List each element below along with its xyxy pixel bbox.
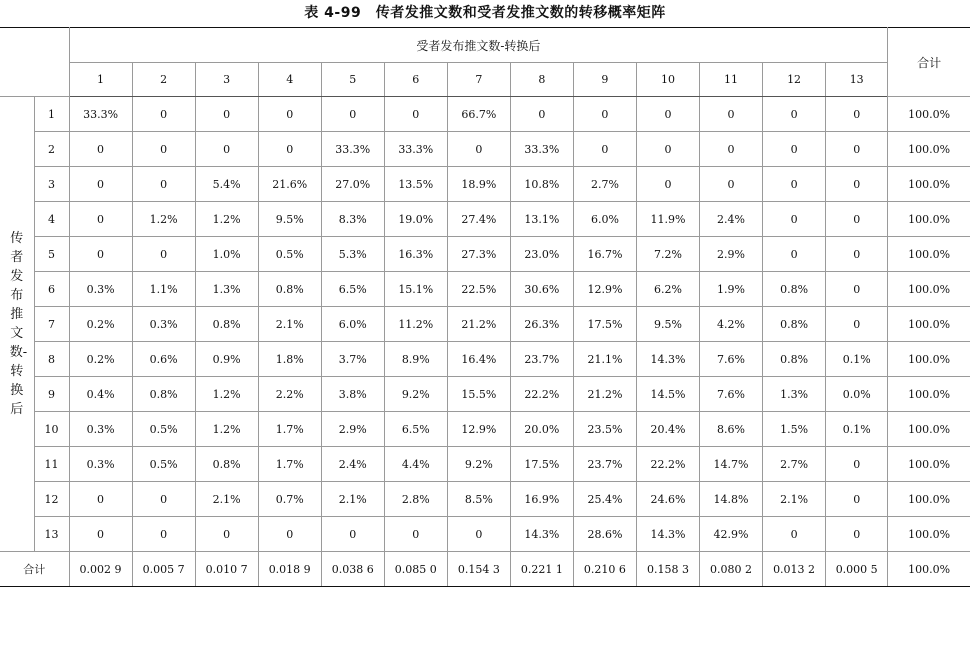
- matrix-cell: 9.5%: [258, 202, 321, 237]
- matrix-body: [0, 97, 970, 587]
- row-header: 2: [34, 132, 69, 167]
- column-header: 3: [195, 63, 258, 97]
- totals-cell: 0.018 9: [258, 552, 321, 587]
- matrix-cell: 0.2%: [69, 307, 132, 342]
- matrix-cell: 0: [69, 517, 132, 552]
- column-header: 4: [258, 63, 321, 97]
- totals-cell: 0.013 2: [763, 552, 826, 587]
- matrix-cell: 0: [132, 97, 195, 132]
- column-header: 11: [700, 63, 763, 97]
- matrix-cell: 0.0%: [826, 377, 888, 412]
- matrix-cell: 0: [763, 132, 826, 167]
- matrix-cell: 3.8%: [321, 377, 384, 412]
- matrix-cell: 0: [700, 132, 763, 167]
- matrix-cell: 16.9%: [510, 482, 573, 517]
- matrix-cell: 0: [763, 517, 826, 552]
- row-header: 11: [34, 447, 69, 482]
- matrix-cell: 2.1%: [763, 482, 826, 517]
- row-header: 10: [34, 412, 69, 447]
- matrix-cell: 14.5%: [636, 377, 699, 412]
- matrix-cell: 24.6%: [636, 482, 699, 517]
- row-header: 6: [34, 272, 69, 307]
- matrix-cell: 0: [763, 97, 826, 132]
- matrix-cell: 14.8%: [700, 482, 763, 517]
- matrix-cell: 0: [69, 482, 132, 517]
- table-row: [0, 307, 970, 342]
- matrix-cell: 1.1%: [132, 272, 195, 307]
- matrix-cell: 27.4%: [447, 202, 510, 237]
- totals-cell: 0.210 6: [573, 552, 636, 587]
- matrix-cell: 1.2%: [195, 412, 258, 447]
- row-total-cell: 100.0%: [888, 517, 970, 552]
- matrix-cell: 33.3%: [69, 97, 132, 132]
- matrix-cell: 1.8%: [258, 342, 321, 377]
- matrix-cell: 1.9%: [700, 272, 763, 307]
- matrix-cell: 0: [69, 167, 132, 202]
- table-row: [0, 447, 970, 482]
- matrix-cell: 0: [826, 307, 888, 342]
- column-header: 2: [132, 63, 195, 97]
- matrix-cell: 0.8%: [763, 342, 826, 377]
- matrix-cell: 23.0%: [510, 237, 573, 272]
- matrix-cell: 0: [258, 132, 321, 167]
- matrix-cell: 14.7%: [700, 447, 763, 482]
- matrix-cell: 16.7%: [573, 237, 636, 272]
- matrix-cell: 0: [69, 237, 132, 272]
- matrix-cell: 2.1%: [321, 482, 384, 517]
- matrix-cell: 27.0%: [321, 167, 384, 202]
- matrix-cell: 0: [636, 132, 699, 167]
- matrix-cell: 0: [132, 237, 195, 272]
- matrix-cell: 0: [573, 132, 636, 167]
- matrix-cell: 4.4%: [384, 447, 447, 482]
- matrix-cell: 0: [384, 97, 447, 132]
- matrix-cell: 0.4%: [69, 377, 132, 412]
- row-total-cell: 100.0%: [888, 482, 970, 517]
- matrix-cell: 1.7%: [258, 447, 321, 482]
- totals-row-label: 合计: [0, 552, 69, 587]
- row-header: 13: [34, 517, 69, 552]
- totals-cell: 0.038 6: [321, 552, 384, 587]
- matrix-cell: 23.5%: [573, 412, 636, 447]
- table-row: [0, 272, 970, 307]
- matrix-cell: 21.2%: [573, 377, 636, 412]
- col-group-label: 受者发布推文数-转换后: [69, 28, 888, 63]
- matrix-cell: 6.5%: [321, 272, 384, 307]
- matrix-cell: 9.2%: [384, 377, 447, 412]
- matrix-cell: 2.4%: [321, 447, 384, 482]
- matrix-cell: 0.5%: [132, 412, 195, 447]
- row-total-cell: 100.0%: [888, 447, 970, 482]
- matrix-cell: 4.2%: [700, 307, 763, 342]
- totals-cell: 0.002 9: [69, 552, 132, 587]
- column-header: 12: [763, 63, 826, 97]
- matrix-cell: 0: [132, 517, 195, 552]
- matrix-cell: 20.0%: [510, 412, 573, 447]
- matrix-cell: 0: [510, 97, 573, 132]
- table-caption: 表 4-99 传者发推文数和受者发推文数的转移概率矩阵: [304, 5, 666, 21]
- matrix-cell: 0.1%: [826, 412, 888, 447]
- row-group-label: [0, 97, 34, 552]
- matrix-cell: 0: [826, 132, 888, 167]
- matrix-cell: 0: [258, 97, 321, 132]
- matrix-cell: 1.7%: [258, 412, 321, 447]
- table-row: [0, 167, 970, 202]
- matrix-cell: 2.7%: [763, 447, 826, 482]
- totals-cell: 0.154 3: [447, 552, 510, 587]
- matrix-cell: 26.3%: [510, 307, 573, 342]
- table-row: [0, 412, 970, 447]
- matrix-cell: 0: [384, 517, 447, 552]
- matrix-cell: 8.3%: [321, 202, 384, 237]
- column-header: 10: [636, 63, 699, 97]
- matrix-cell: 28.6%: [573, 517, 636, 552]
- matrix-cell: 0: [826, 237, 888, 272]
- column-header: 5: [321, 63, 384, 97]
- row-header: 12: [34, 482, 69, 517]
- matrix-cell: 0.8%: [763, 272, 826, 307]
- matrix-cell: 0.8%: [195, 307, 258, 342]
- column-header: 6: [384, 63, 447, 97]
- matrix-cell: 25.4%: [573, 482, 636, 517]
- matrix-cell: 14.3%: [510, 517, 573, 552]
- matrix-cell: 18.9%: [447, 167, 510, 202]
- row-total-cell: 100.0%: [888, 342, 970, 377]
- matrix-cell: 0.3%: [69, 412, 132, 447]
- column-header: 1: [69, 63, 132, 97]
- matrix-cell: 0: [826, 517, 888, 552]
- matrix-cell: 0: [763, 167, 826, 202]
- table-row: [0, 97, 970, 132]
- matrix-cell: 0.8%: [763, 307, 826, 342]
- column-header: 13: [826, 63, 888, 97]
- matrix-cell: 2.9%: [700, 237, 763, 272]
- transition-matrix-table: [0, 27, 970, 587]
- matrix-cell: 0.5%: [132, 447, 195, 482]
- matrix-cell: 1.5%: [763, 412, 826, 447]
- row-header: 3: [34, 167, 69, 202]
- matrix-cell: 2.4%: [700, 202, 763, 237]
- matrix-cell: 0: [700, 97, 763, 132]
- row-total-cell: 100.0%: [888, 97, 970, 132]
- matrix-cell: 6.0%: [573, 202, 636, 237]
- totals-cell: 0.005 7: [132, 552, 195, 587]
- matrix-cell: 27.3%: [447, 237, 510, 272]
- matrix-cell: 3.7%: [321, 342, 384, 377]
- matrix-cell: 0.5%: [258, 237, 321, 272]
- matrix-cell: 16.4%: [447, 342, 510, 377]
- table-row: [0, 237, 970, 272]
- totals-cell: 0.010 7: [195, 552, 258, 587]
- matrix-cell: 10.8%: [510, 167, 573, 202]
- matrix-cell: 0: [763, 237, 826, 272]
- totals-cell: 0.221 1: [510, 552, 573, 587]
- matrix-cell: 19.0%: [384, 202, 447, 237]
- matrix-cell: 0: [763, 202, 826, 237]
- header-row-group: [0, 28, 970, 63]
- table-row: [0, 517, 970, 552]
- matrix-cell: 5.4%: [195, 167, 258, 202]
- matrix-cell: 0: [258, 517, 321, 552]
- matrix-cell: 5.3%: [321, 237, 384, 272]
- matrix-cell: 33.3%: [384, 132, 447, 167]
- matrix-cell: 0: [132, 482, 195, 517]
- matrix-cell: 17.5%: [573, 307, 636, 342]
- table-row: [0, 482, 970, 517]
- row-total-cell: 100.0%: [888, 132, 970, 167]
- row-header: 8: [34, 342, 69, 377]
- row-header: 9: [34, 377, 69, 412]
- matrix-cell: 0.3%: [69, 272, 132, 307]
- matrix-cell: 6.0%: [321, 307, 384, 342]
- row-total-cell: 100.0%: [888, 202, 970, 237]
- matrix-cell: 30.6%: [510, 272, 573, 307]
- matrix-cell: 0: [321, 517, 384, 552]
- matrix-cell: 0: [826, 447, 888, 482]
- matrix-cell: 66.7%: [447, 97, 510, 132]
- totals-row: [0, 552, 970, 587]
- matrix-cell: 0: [195, 517, 258, 552]
- matrix-cell: 23.7%: [510, 342, 573, 377]
- total-column-header: 合计: [888, 28, 970, 97]
- row-header: 5: [34, 237, 69, 272]
- matrix-cell: 0.6%: [132, 342, 195, 377]
- matrix-cell: 20.4%: [636, 412, 699, 447]
- matrix-cell: 6.2%: [636, 272, 699, 307]
- totals-cell: 0.158 3: [636, 552, 699, 587]
- matrix-cell: 0: [195, 132, 258, 167]
- matrix-cell: 2.2%: [258, 377, 321, 412]
- matrix-cell: 0: [69, 132, 132, 167]
- matrix-cell: 16.3%: [384, 237, 447, 272]
- matrix-cell: 0: [636, 167, 699, 202]
- totals-cell: 0.000 5: [826, 552, 888, 587]
- matrix-cell: 33.3%: [321, 132, 384, 167]
- matrix-cell: 2.8%: [384, 482, 447, 517]
- table-row: [0, 377, 970, 412]
- column-header: 9: [573, 63, 636, 97]
- matrix-cell: 22.5%: [447, 272, 510, 307]
- matrix-cell: 17.5%: [510, 447, 573, 482]
- matrix-cell: 33.3%: [510, 132, 573, 167]
- matrix-cell: 8.9%: [384, 342, 447, 377]
- row-total-cell: 100.0%: [888, 272, 970, 307]
- matrix-cell: 2.1%: [258, 307, 321, 342]
- matrix-cell: 0: [447, 132, 510, 167]
- table-row: [0, 202, 970, 237]
- row-total-cell: 100.0%: [888, 307, 970, 342]
- matrix-cell: 21.2%: [447, 307, 510, 342]
- column-header: 8: [510, 63, 573, 97]
- row-group-label-text: 传者发布推文数-转换后: [9, 231, 28, 417]
- matrix-cell: 23.7%: [573, 447, 636, 482]
- matrix-cell: 1.3%: [763, 377, 826, 412]
- matrix-cell: 0.3%: [69, 447, 132, 482]
- row-total-cell: 100.0%: [888, 377, 970, 412]
- matrix-cell: 0.1%: [826, 342, 888, 377]
- matrix-cell: 6.5%: [384, 412, 447, 447]
- matrix-cell: 0: [826, 272, 888, 307]
- matrix-cell: 12.9%: [573, 272, 636, 307]
- matrix-cell: 14.3%: [636, 517, 699, 552]
- matrix-cell: 14.3%: [636, 342, 699, 377]
- matrix-cell: 21.1%: [573, 342, 636, 377]
- row-header: 7: [34, 307, 69, 342]
- matrix-cell: 7.6%: [700, 377, 763, 412]
- matrix-cell: 8.5%: [447, 482, 510, 517]
- matrix-cell: 7.2%: [636, 237, 699, 272]
- matrix-cell: 2.7%: [573, 167, 636, 202]
- matrix-cell: 8.6%: [700, 412, 763, 447]
- column-header: 7: [447, 63, 510, 97]
- row-total-cell: 100.0%: [888, 412, 970, 447]
- matrix-cell: 11.9%: [636, 202, 699, 237]
- matrix-cell: 1.2%: [132, 202, 195, 237]
- matrix-cell: 2.9%: [321, 412, 384, 447]
- matrix-cell: 0: [132, 167, 195, 202]
- matrix-cell: 12.9%: [447, 412, 510, 447]
- matrix-cell: 7.6%: [700, 342, 763, 377]
- matrix-cell: 0: [321, 97, 384, 132]
- matrix-cell: 1.0%: [195, 237, 258, 272]
- matrix-cell: 2.1%: [195, 482, 258, 517]
- matrix-cell: 13.1%: [510, 202, 573, 237]
- matrix-cell: 0.2%: [69, 342, 132, 377]
- row-header: 4: [34, 202, 69, 237]
- table-row: [0, 342, 970, 377]
- matrix-cell: 0.3%: [132, 307, 195, 342]
- grand-total-cell: 100.0%: [888, 552, 970, 587]
- corner-cell: [0, 28, 69, 97]
- matrix-cell: 0: [132, 132, 195, 167]
- matrix-cell: 21.6%: [258, 167, 321, 202]
- matrix-cell: 0: [826, 97, 888, 132]
- matrix-cell: 0.8%: [258, 272, 321, 307]
- matrix-cell: 0.8%: [195, 447, 258, 482]
- matrix-cell: 9.2%: [447, 447, 510, 482]
- matrix-cell: 0: [700, 167, 763, 202]
- matrix-cell: 0: [573, 97, 636, 132]
- totals-cell: 0.085 0: [384, 552, 447, 587]
- matrix-cell: 0: [636, 97, 699, 132]
- matrix-cell: 0: [447, 517, 510, 552]
- matrix-cell: 0.9%: [195, 342, 258, 377]
- matrix-cell: 0: [826, 202, 888, 237]
- matrix-cell: 15.1%: [384, 272, 447, 307]
- column-header-row: [0, 63, 970, 97]
- matrix-cell: 9.5%: [636, 307, 699, 342]
- row-header: 1: [34, 97, 69, 132]
- matrix-cell: 1.2%: [195, 377, 258, 412]
- row-total-cell: 100.0%: [888, 167, 970, 202]
- matrix-cell: 0: [195, 97, 258, 132]
- matrix-cell: 1.2%: [195, 202, 258, 237]
- row-total-cell: 100.0%: [888, 237, 970, 272]
- matrix-cell: 0.7%: [258, 482, 321, 517]
- matrix-cell: 22.2%: [510, 377, 573, 412]
- matrix-cell: 0: [826, 482, 888, 517]
- matrix-cell: 0: [69, 202, 132, 237]
- totals-cell: 0.080 2: [700, 552, 763, 587]
- matrix-cell: 11.2%: [384, 307, 447, 342]
- matrix-cell: 1.3%: [195, 272, 258, 307]
- matrix-cell: 42.9%: [700, 517, 763, 552]
- matrix-cell: 0: [826, 167, 888, 202]
- matrix-cell: 15.5%: [447, 377, 510, 412]
- matrix-cell: 22.2%: [636, 447, 699, 482]
- matrix-cell: 13.5%: [384, 167, 447, 202]
- matrix-cell: 0.8%: [132, 377, 195, 412]
- table-row: [0, 132, 970, 167]
